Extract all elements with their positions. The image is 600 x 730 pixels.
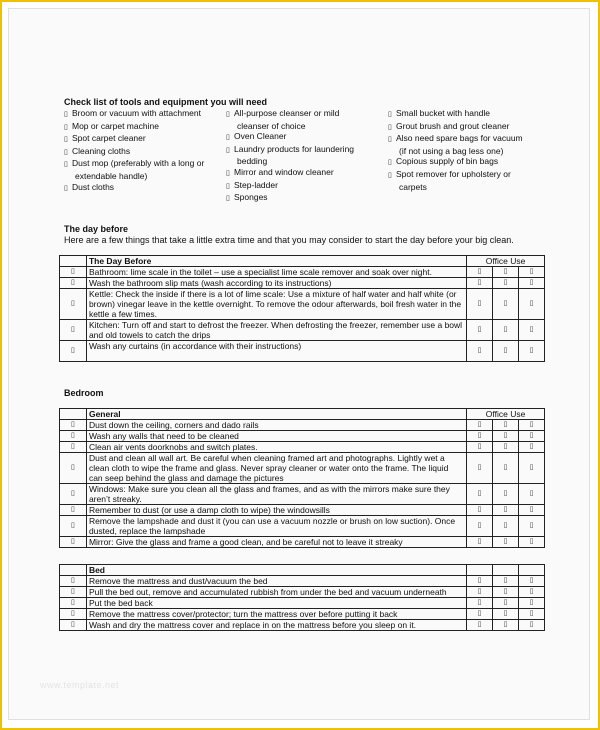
table-header: Bed [86, 565, 466, 576]
table-row: ▯ Kettle: Check the inside if there is a lot of lime scale: Use a mixture of half water and half white (or brown) vinegar leave in the kettle overnight. To remove the odour afterwards, boil fresh water in the kettle a few times. ▯ ▯ ▯ [60, 289, 545, 320]
table-row: ▯ Remove the mattress cover/protector; turn the mattress over before putting it back ▯ ▯ ▯ [60, 609, 545, 620]
checkbox[interactable]: ▯ [519, 320, 545, 341]
bedroom-title: Bedroom [64, 388, 104, 398]
checkbox[interactable]: ▯ [493, 267, 519, 278]
list-item-cont: extendable handle) [75, 170, 148, 181]
checkbox[interactable]: ▯ [519, 576, 545, 587]
checkbox[interactable]: ▯ [467, 431, 493, 442]
checklist-col-2 [226, 108, 354, 205]
checkbox[interactable]: ▯ [60, 431, 87, 442]
checkbox[interactable]: ▯ [519, 278, 545, 289]
checkbox[interactable]: ▯ [467, 609, 493, 620]
checkbox[interactable]: ▯ [60, 484, 87, 505]
checkbox[interactable]: ▯ [519, 267, 545, 278]
checkbox[interactable]: ▯ [519, 620, 545, 631]
table-row: ▯ Wash the bathroom slip mats (wash according to its instructions) ▯ ▯ ▯ [60, 278, 545, 289]
list-item: ▯ Dust cloths [64, 181, 115, 192]
office-use-header: Office Use [467, 409, 545, 420]
day-before-title: The day before [64, 224, 129, 234]
checkbox[interactable]: ▯ [493, 484, 519, 505]
table-row: ▯ Remove the mattress and dust/vacuum the bed ▯ ▯ ▯ [60, 576, 545, 587]
list-item: ▯ Spot carpet cleaner [64, 133, 146, 144]
checkbox[interactable]: ▯ [467, 484, 493, 505]
checkbox[interactable]: ▯ [493, 289, 519, 320]
checkbox[interactable]: ▯ [60, 587, 87, 598]
checkbox[interactable]: ▯ [467, 341, 493, 362]
checkbox[interactable]: ▯ [519, 587, 545, 598]
checkbox[interactable]: ▯ [519, 598, 545, 609]
checkbox[interactable]: ▯ [60, 420, 87, 431]
table-row: ▯ Kitchen: Turn off and start to defrost the freezer. When defrosting the freezer, remember use a bowl and old towels to catch the drips ▯ ▯ ▯ [60, 320, 545, 341]
checkbox[interactable]: ▯ [493, 620, 519, 631]
list-item: ▯ Spot remover for upholstery or [388, 168, 511, 179]
office-use-header: Office Use [467, 256, 545, 267]
checkbox[interactable]: ▯ [519, 516, 545, 537]
checklist-title: Check list of tools and equipment you will need [64, 97, 268, 107]
table-row: ▯ Dust and clean all wall art. Be careful when cleaning framed art and photographs. Lightly wet a clean cloth to wipe the frame and glass. Never spray cleaner or water onto the frame. The liquid can seep behind the glass and damage the pictures ▯ ▯ ▯ [60, 453, 545, 484]
general-table [59, 408, 545, 548]
checkbox[interactable]: ▯ [60, 516, 87, 537]
checkbox[interactable]: ▯ [60, 267, 87, 278]
checkbox[interactable]: ▯ [467, 267, 493, 278]
checkbox[interactable]: ▯ [493, 609, 519, 620]
checkbox[interactable]: ▯ [519, 453, 545, 484]
day-before-table [59, 255, 545, 362]
list-item: ▯ Dust mop (preferably with a long or [64, 158, 205, 169]
checkbox[interactable]: ▯ [467, 505, 493, 516]
checkbox[interactable]: ▯ [493, 587, 519, 598]
list-item: ▯ Mop or carpet machine [64, 120, 159, 131]
list-item-cont: (if not using a bag less one) [399, 145, 504, 156]
checkbox[interactable]: ▯ [493, 453, 519, 484]
list-item: ▯ Small bucket with handle [388, 108, 491, 118]
checkbox[interactable]: ▯ [519, 442, 545, 453]
checkbox[interactable]: ▯ [467, 576, 493, 587]
checkbox[interactable]: ▯ [493, 341, 519, 362]
checkbox[interactable]: ▯ [493, 537, 519, 548]
checkbox[interactable]: ▯ [493, 420, 519, 431]
list-item: ▯ Cleaning cloths [64, 145, 131, 156]
list-item-cont: cleanser of choice [237, 120, 306, 131]
checkbox[interactable]: ▯ [467, 516, 493, 537]
table-row: ▯ Wash and dry the mattress cover and replace in on the mattress before you sleep on it. ▯ ▯ ▯ [60, 620, 545, 631]
checkbox[interactable]: ▯ [467, 587, 493, 598]
checkbox[interactable]: ▯ [493, 576, 519, 587]
checkbox[interactable]: ▯ [60, 620, 87, 631]
table-row: ▯ Pull the bed out, remove and accumulated rubbish from under the bed and vacuum underneath ▯ ▯ ▯ [60, 587, 545, 598]
checkbox[interactable]: ▯ [493, 278, 519, 289]
table-row: ▯ Wash any curtains (in accordance with their instructions) ▯ ▯ ▯ [60, 341, 545, 362]
checkbox[interactable]: ▯ [519, 484, 545, 505]
checkbox[interactable]: ▯ [60, 453, 87, 484]
checkbox[interactable]: ▯ [60, 505, 87, 516]
checkbox[interactable]: ▯ [493, 505, 519, 516]
watermark: www.template.net [40, 680, 120, 690]
table-row: ▯ Dust down the ceiling, corners and dado rails ▯ ▯ ▯ [60, 420, 545, 431]
checkbox[interactable]: ▯ [467, 537, 493, 548]
table-row: ▯ Remove the lampshade and dust it (you can use a vacuum nozzle or brush on low suction). Once dusted, replace the lampshade ▯ ▯ ▯ [60, 516, 545, 537]
bed-table [59, 564, 545, 631]
checkbox[interactable]: ▯ [60, 442, 87, 453]
checkbox[interactable]: ▯ [60, 537, 87, 548]
checkbox[interactable]: ▯ [519, 537, 545, 548]
checkbox[interactable]: ▯ [467, 620, 493, 631]
list-item: ▯ Copious supply of bin bags [388, 156, 499, 167]
table-row: ▯ Clean air vents doorknobs and switch plates. ▯ ▯ ▯ [60, 442, 545, 453]
list-item: ▯ Broom or vacuum with attachment [64, 108, 201, 118]
list-item: ▯ Oven Cleaner [226, 131, 287, 142]
checkbox[interactable]: ▯ [60, 289, 87, 320]
list-item: ▯ Also need spare bags for vacuum [388, 133, 523, 144]
checkbox[interactable]: ▯ [519, 609, 545, 620]
list-item: ▯ All-purpose cleanser or mild [226, 108, 340, 118]
checkbox[interactable]: ▯ [467, 278, 493, 289]
table-row: ▯ Mirror: Give the glass and frame a good clean, and be careful not to leave it streaky ▯ ▯ ▯ [60, 537, 545, 548]
checkbox[interactable]: ▯ [60, 341, 87, 362]
list-item: ▯ Grout brush and grout cleaner [388, 120, 510, 131]
list-item-cont: bedding [237, 156, 268, 167]
checkbox[interactable]: ▯ [467, 442, 493, 453]
day-before-intro: Here are a few things that take a little extra time and that you may consider to start the day before your big clean. [64, 235, 514, 245]
checkbox[interactable]: ▯ [493, 320, 519, 341]
checklist-col-3 [388, 108, 523, 192]
checklist-col-1 [64, 108, 204, 194]
table-row: ▯ Wash any walls that need to be cleaned ▯ ▯ ▯ [60, 431, 545, 442]
checkbox[interactable]: ▯ [519, 341, 545, 362]
checkbox[interactable]: ▯ [60, 278, 87, 289]
list-item-cont: carpets [399, 181, 427, 192]
checkbox[interactable]: ▯ [519, 420, 545, 431]
checkbox[interactable]: ▯ [493, 431, 519, 442]
list-item: ▯ Step-ladder [226, 179, 278, 190]
checkbox[interactable]: ▯ [493, 442, 519, 453]
checkbox[interactable]: ▯ [493, 516, 519, 537]
checkbox[interactable]: ▯ [60, 609, 87, 620]
list-item: ▯ Sponges [226, 192, 268, 203]
checkbox[interactable]: ▯ [467, 598, 493, 609]
table-header: General [86, 409, 466, 420]
list-item: ▯ Laundry products for laundering [226, 143, 355, 154]
checkbox[interactable]: ▯ [519, 505, 545, 516]
checkbox[interactable]: ▯ [467, 453, 493, 484]
checkbox[interactable]: ▯ [60, 576, 87, 587]
table-header: The Day Before [86, 256, 466, 267]
list-item: ▯ Mirror and window cleaner [226, 166, 334, 177]
checkbox[interactable]: ▯ [60, 598, 87, 609]
checkbox[interactable]: ▯ [519, 431, 545, 442]
checkbox[interactable]: ▯ [467, 320, 493, 341]
checkbox[interactable]: ▯ [60, 320, 87, 341]
checkbox[interactable]: ▯ [493, 598, 519, 609]
table-row: ▯ Remember to dust (or use a damp cloth to wipe) the windowsills ▯ ▯ ▯ [60, 505, 545, 516]
checkbox[interactable]: ▯ [467, 289, 493, 320]
checkbox[interactable]: ▯ [467, 420, 493, 431]
checkbox[interactable]: ▯ [519, 289, 545, 320]
table-row: ▯ Windows: Make sure you clean all the glass and frames, and as with the mirrors make sure they aren’t streaky. ▯ ▯ ▯ [60, 484, 545, 505]
table-row: ▯ Put the bed back ▯ ▯ ▯ [60, 598, 545, 609]
table-row: ▯ Bathroom: lime scale in the toilet – use a specialist lime scale remover and soak over night. ▯ ▯ ▯ [60, 267, 545, 278]
